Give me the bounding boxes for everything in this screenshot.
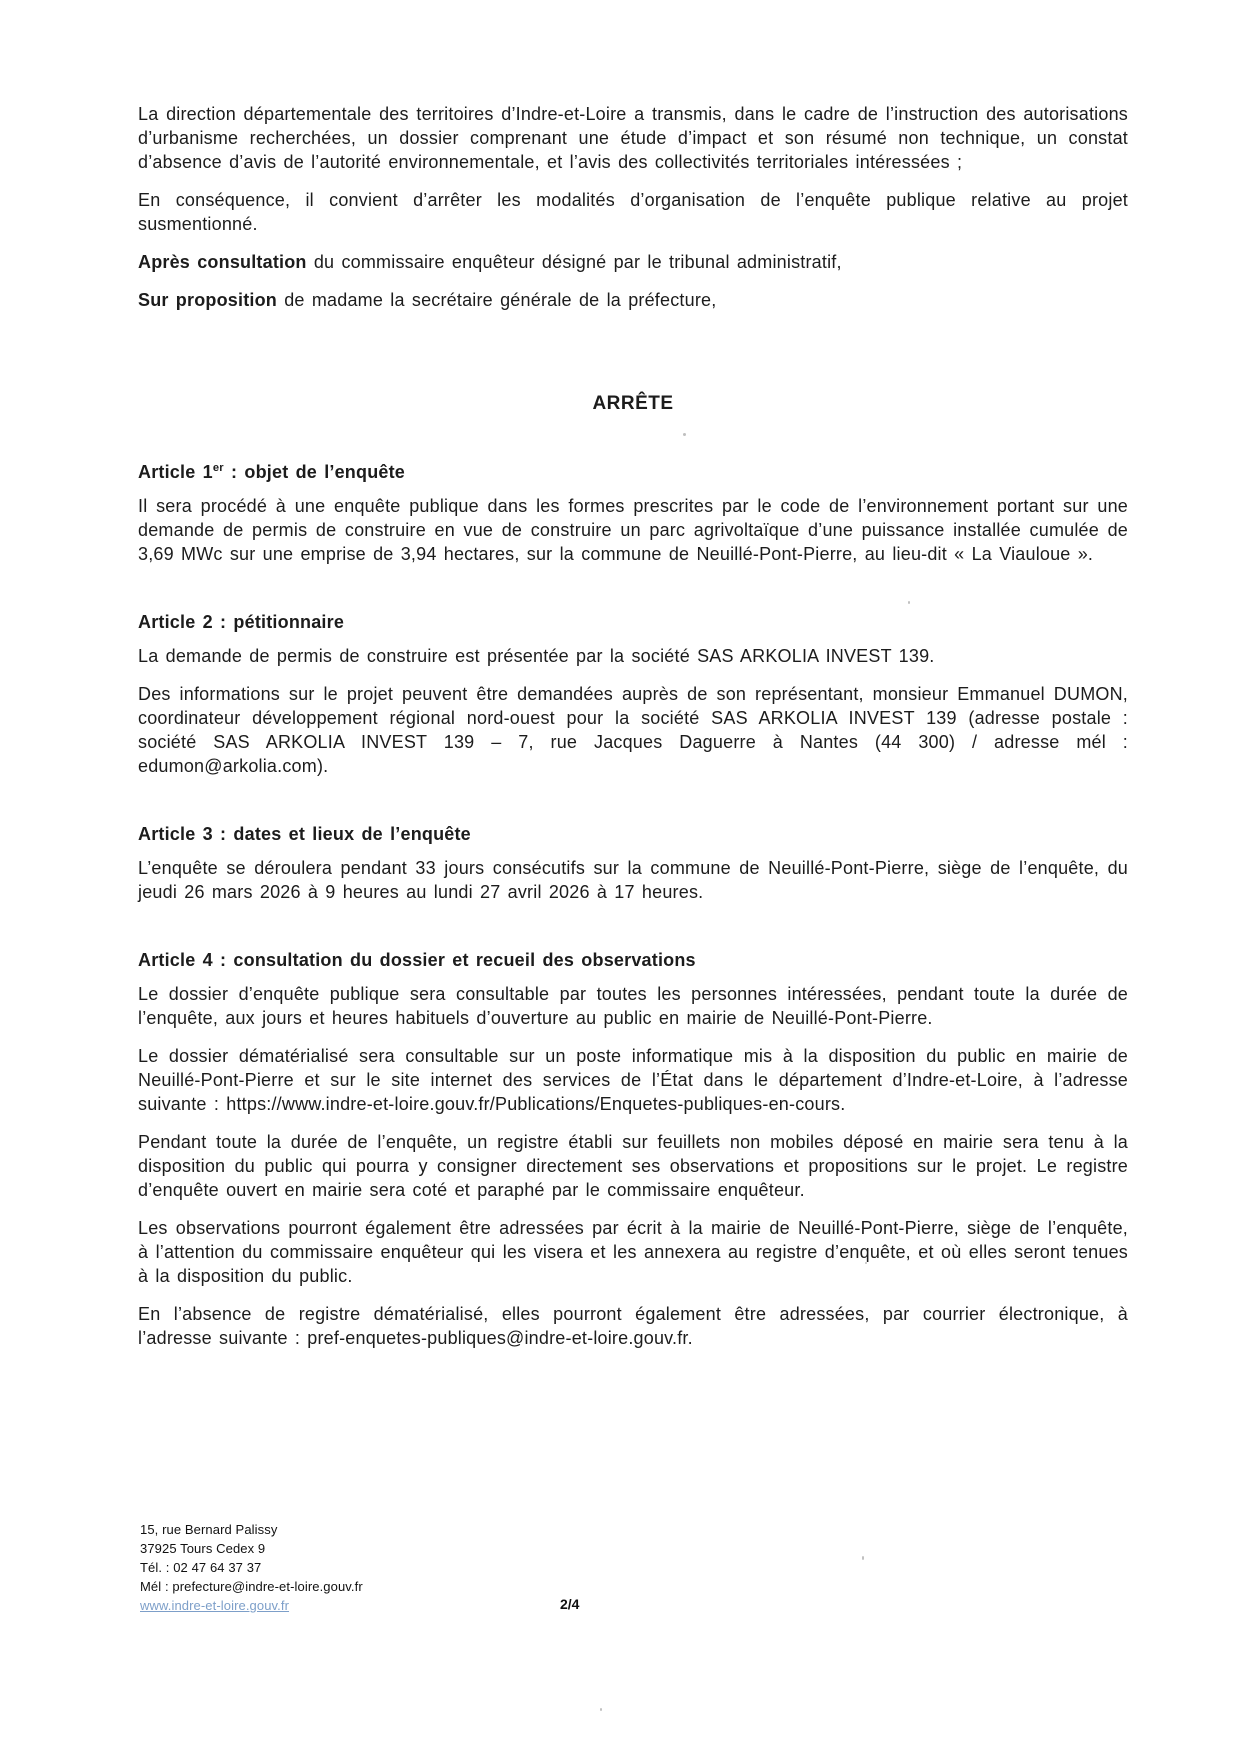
article-1-heading-main: Article 1: [138, 462, 213, 482]
article-4-heading: Article 4 : consultation du dossier et recueil des observations: [138, 950, 696, 970]
footer-address-street: 15, rue Bernard Palissy: [140, 1522, 278, 1537]
article-1-section: [138, 460, 1128, 566]
article-4-paragraph-4: Les observations pourront également être adressées par écrit à la mairie de Neuillé-Pont-Pierre, siège de l’enquête, à l’attention du commissaire enquêteur qui les visera et les annexera au registre d’enquête, et où elles seront tenues à la disposition du public.: [138, 1218, 1128, 1286]
footer-phone: Tél. : 02 47 64 37 37: [140, 1560, 262, 1575]
scan-speck: [600, 1708, 602, 1711]
scan-speck: [683, 433, 686, 436]
proposition-rest: de madame la secrétaire générale de la préfecture,: [277, 290, 717, 310]
article-1-heading-rest: : objet de l’enquête: [223, 462, 406, 482]
proposition-lead: Sur proposition: [138, 290, 277, 310]
scan-speck: [865, 1262, 867, 1264]
arrete-heading: ARRÊTE: [592, 393, 674, 414]
proposition-line: [138, 288, 1128, 312]
article-4-paragraph-3: Pendant toute la durée de l’enquête, un registre établi sur feuillets non mobiles déposé en mairie sera tenu à la disposition du public qui pourra y consigner directement ses observations et propositions sur le projet. Le registre d’enquête ouvert en mairie sera coté et paraphé par le commissaire enquêteur.: [138, 1132, 1128, 1200]
footer-address-city: 37925 Tours Cedex 9: [140, 1541, 266, 1556]
article-4-section: [138, 948, 1128, 1350]
scan-speck: [908, 601, 910, 604]
article-4-paragraph-5: En l’absence de registre dématérialisé, elles pourront également être adressées, par courrier électronique, à l’adresse suivante : pref-enquetes-publiques@indre-et-loire.gouv.fr.: [138, 1304, 1128, 1348]
article-1-paragraph: Il sera procédé à une enquête publique dans les formes prescrites par le code de l’environnement portant sur une demande de permis de construire en vue de construire un parc agrivoltaïque d’une puissance installée cumulée de 3,69 MWc sur une emprise de 3,94 hectares, sur la commune de Neuillé-Pont-Pierre, au lieu-dit « La Viauloue ».: [138, 496, 1128, 564]
article-2-section: [138, 610, 1128, 778]
consultation-line: [138, 250, 1128, 274]
article-2-paragraph-2: Des informations sur le projet peuvent être demandées auprès de son représentant, monsieur Emmanuel DUMON, coordinateur développement régional nord-ouest pour la société SAS ARKOLIA INVEST 139 (adresse postale : société SAS ARKOLIA INVEST 139 – 7, rue Jacques Daguerre à Nantes (44 300) / adresse mél : edumon@arkolia.com).: [138, 684, 1128, 776]
document-body: [138, 102, 1128, 1364]
page-number: 2/4: [560, 1596, 580, 1612]
article-3-paragraph: L’enquête se déroulera pendant 33 jours consécutifs sur la commune de Neuillé-Pont-Pierre, siège de l’enquête, du jeudi 26 mars 2026 à 9 heures au lundi 27 avril 2026 à 17 heures.: [138, 858, 1128, 902]
article-1-heading-superscript: er: [212, 462, 224, 474]
article-4-paragraph-2: Le dossier dématérialisé sera consultable sur un poste informatique mis à la disposition du public en mairie de Neuillé-Pont-Pierre et sur le site internet des services de l’État dans le département d’Indre-et-Loire, à l’adresse suivante : https://www.indre-et-loire.gouv.fr/Publications/Enquetes-publiques-en-cours.: [138, 1046, 1128, 1114]
footer-website-link[interactable]: www.indre-et-loire.gouv.fr: [140, 1598, 290, 1613]
intro-paragraph-consequence: En conséquence, il convient d’arrêter les modalités d’organisation de l’enquête publique relative au projet susmentionné.: [138, 190, 1128, 234]
scan-speck: [862, 1556, 864, 1560]
article-2-paragraph-1: La demande de permis de construire est présentée par la société SAS ARKOLIA INVEST 139.: [138, 646, 935, 666]
consultation-rest: du commissaire enquêteur désigné par le tribunal administratif,: [306, 252, 842, 272]
footer-email: Mél : prefecture@indre-et-loire.gouv.fr: [140, 1579, 363, 1594]
article-3-heading: Article 3 : dates et lieux de l’enquête: [138, 824, 471, 844]
article-2-heading: Article 2 : pétitionnaire: [138, 612, 345, 632]
article-4-paragraph-1: Le dossier d’enquête publique sera consultable par toutes les personnes intéressées, pendant toute la durée de l’enquête, aux jours et heures habituels d’ouverture au public en mairie de Neuillé-Pont-Pierre.: [138, 984, 1128, 1028]
article-1-heading: [138, 460, 1128, 484]
consultation-lead: Après consultation: [138, 252, 307, 272]
intro-paragraph-transmission: La direction départementale des territoires d’Indre-et-Loire a transmis, dans le cadre de l’instruction des autorisations d’urbanisme recherchées, un dossier comprenant une étude d’impact et son résumé non technique, un constat d’absence d’avis de l’autorité environnementale, et l’avis des collectivités territoriales intéressées ;: [138, 104, 1128, 172]
article-3-section: [138, 822, 1128, 904]
page-footer: [140, 1520, 363, 1615]
